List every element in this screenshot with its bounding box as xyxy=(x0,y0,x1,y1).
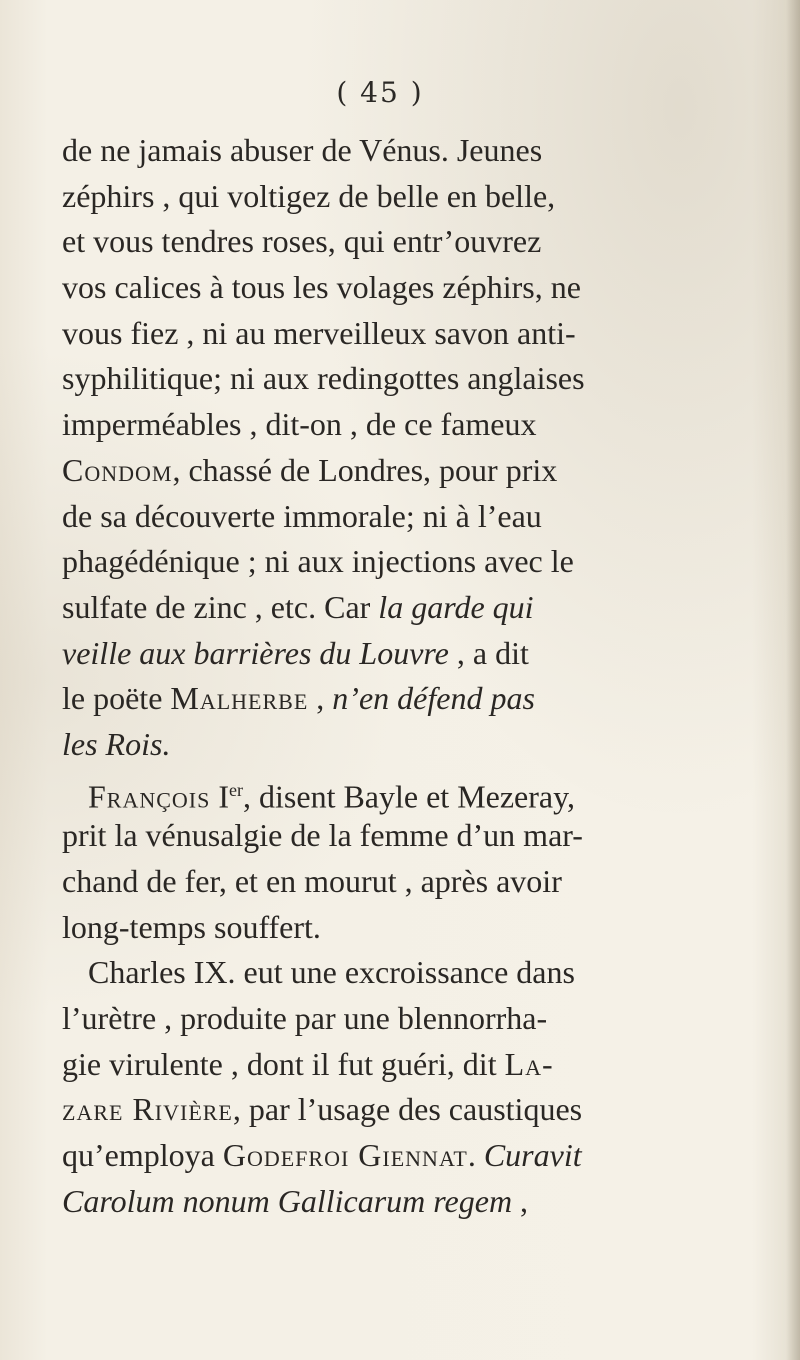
text-segment: Godefroi Giennat xyxy=(222,1137,468,1174)
text-segment: , a dit xyxy=(448,634,529,671)
text-segment: , xyxy=(512,1182,529,1219)
text-line xyxy=(62,996,752,1042)
text-line xyxy=(62,1133,752,1179)
text-segment: Malherbe xyxy=(170,680,309,717)
text-line xyxy=(62,265,752,311)
text-segment: La- xyxy=(504,1045,554,1082)
text-segment: n’en défend pas xyxy=(332,680,535,717)
text-line xyxy=(62,402,752,448)
text-segment: vos calices à tous les volages zéphirs, ne xyxy=(62,269,581,306)
text-segment: de ne jamais abuser de Vénus. Jeunes xyxy=(62,132,543,168)
text-segment: , par l’usage des caustiques xyxy=(232,1091,583,1128)
text-segment: Curavit xyxy=(483,1137,582,1174)
text-segment: les Rois. xyxy=(62,725,171,762)
text-line xyxy=(62,1042,752,1088)
text-line xyxy=(62,905,752,951)
text-line xyxy=(62,128,752,174)
text-segment: veille aux barrières du Louvre xyxy=(62,634,449,671)
text-segment: François xyxy=(88,778,211,815)
page-number: ( 45 ) xyxy=(336,76,424,109)
text-segment: imperméables , dit-on , de ce fameux xyxy=(62,406,537,443)
text-segment: Charles IX. eut une excroissance dans xyxy=(88,954,575,991)
text-line xyxy=(62,539,752,585)
text-line xyxy=(62,768,752,814)
text-line xyxy=(62,676,752,722)
text-segment: , chassé de Londres, pour prix xyxy=(172,451,558,488)
text-line xyxy=(62,859,752,905)
text-segment: le poëte xyxy=(62,680,171,717)
text-line xyxy=(62,585,752,631)
text-segment: de sa découverte immorale; ni à l’eau xyxy=(62,497,542,534)
text-line xyxy=(62,631,752,677)
text-line xyxy=(62,494,752,540)
text-segment: vous fiez , ni au merveilleux savon anti- xyxy=(62,314,576,351)
text-line xyxy=(62,950,752,996)
text-line xyxy=(62,1087,752,1133)
text-segment: , xyxy=(308,680,333,717)
text-segment: zéphirs , qui voltigez de belle en belle, xyxy=(62,177,556,214)
text-segment: la garde qui xyxy=(378,588,534,625)
text-segment: l’urètre , produite par une blennorrha- xyxy=(62,1000,548,1037)
text-segment: sulfate de zinc , etc. Car xyxy=(62,588,379,625)
text-segment: Condom xyxy=(62,451,173,488)
text-line xyxy=(62,722,752,768)
text-segment: chand de fer, et en mourut , après avoir xyxy=(62,863,562,899)
text-segment: zare Rivière xyxy=(62,1091,233,1128)
text-segment: long-temps souffert. xyxy=(62,908,321,945)
text-segment: et vous tendres roses, qui entr’ouvrez xyxy=(62,223,542,260)
text-line xyxy=(62,174,752,220)
page-edge-shadow xyxy=(786,0,800,1360)
text-segment: syphilitique; ni aux redingottes anglaises xyxy=(62,360,585,397)
text-line xyxy=(62,356,752,402)
text-segment: er xyxy=(229,779,244,800)
text-segment: phagédénique ; ni aux injections avec le xyxy=(62,543,574,580)
text-line xyxy=(62,1179,752,1225)
text-segment: prit la vénusalgie de la femme d’un mar- xyxy=(62,817,583,854)
text-line xyxy=(62,219,752,265)
text-segment: gie virulente , dont il fut guéri, dit xyxy=(62,1045,505,1082)
body-text xyxy=(62,128,752,1225)
text-segment: I xyxy=(210,778,230,815)
text-segment: qu’employa xyxy=(62,1137,223,1174)
text-segment: , disent Bayle et Mezeray, xyxy=(243,778,576,815)
text-line xyxy=(62,311,752,357)
text-segment: Carolum nonum Gallicarum regem xyxy=(62,1182,513,1219)
text-line xyxy=(62,813,752,859)
text-segment: . xyxy=(467,1137,484,1174)
text-line xyxy=(62,448,752,494)
